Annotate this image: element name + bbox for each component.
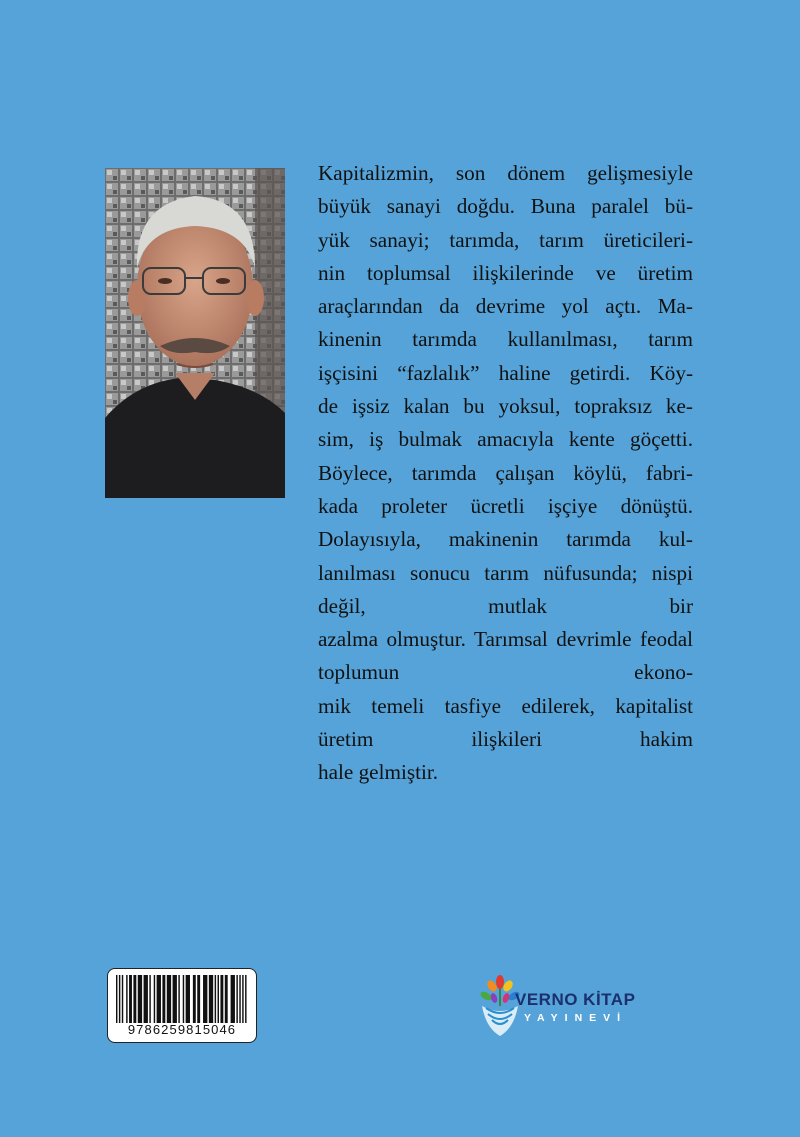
barcode-bar — [203, 975, 207, 1023]
barcode-bar — [154, 975, 155, 1023]
barcode-bar — [231, 975, 235, 1023]
blurb-line: Böylece, tarımda çalışan köylü, fabri- — [318, 460, 693, 485]
isbn-barcode — [107, 968, 257, 1043]
blurb-line: yük sanayi; tarımda, tarım üreticileri- — [318, 227, 693, 252]
blurb-line: lanılması sonucu tarım nüfusunda; nispi değil, mutlak bir — [318, 560, 693, 618]
blurb-line: büyük sanayi doğdu. Buna paralel bü- — [318, 194, 693, 219]
barcode-bar — [173, 975, 177, 1023]
barcode-bar — [209, 975, 213, 1023]
barcode-bar — [133, 975, 136, 1023]
barcode-bar — [242, 975, 243, 1023]
barcode-icon — [116, 975, 248, 1023]
blurb-line: nin toplumsal ilişkilerinde ve üretim — [318, 260, 693, 285]
blurb-line: kada proleter ücretli işçiye dönüştü. — [318, 493, 693, 518]
barcode-bar — [197, 975, 200, 1023]
blurb-line: Kapitalizmin, son dönem gelişmesiyle — [318, 161, 693, 185]
barcode-bar — [138, 975, 142, 1023]
isbn-number: 9786259815046 — [127, 1022, 237, 1037]
blurb-line: hale gelmiştir. — [318, 760, 439, 785]
publisher-logo — [470, 970, 650, 1040]
barcode-bar — [167, 975, 171, 1023]
barcode-bar — [236, 975, 237, 1023]
blurb-line: kinenin tarımda kullanılması, tarım — [318, 327, 693, 352]
barcode-bar — [225, 975, 228, 1023]
barcode-bar — [116, 975, 117, 1023]
publisher-subtitle: YAYINEVİ — [524, 1012, 628, 1024]
barcode-bar — [149, 975, 150, 1023]
barcode-bar — [157, 975, 161, 1023]
blurb-line: mik temeli tasfiye edilerek, kapitalist üretim ilişkileri hakim — [318, 693, 693, 752]
barcode-bar — [193, 975, 196, 1023]
barcode-bar — [122, 975, 123, 1023]
blurb-line: işçisini “fazlalık” haline getirdi. Köy- — [318, 360, 693, 385]
author-portrait-icon — [105, 168, 285, 498]
author-photo — [105, 168, 285, 498]
barcode-bar — [186, 975, 190, 1023]
blurb-line: araçlarından da devrime yol açtı. Ma- — [318, 294, 693, 319]
barcode-bar — [126, 975, 127, 1023]
barcode-bar — [178, 975, 179, 1023]
blurb-line: azalma olmuştur. Tarımsal devrimle feodal toplumun ekono- — [318, 627, 693, 685]
barcode-bar — [144, 975, 148, 1023]
barcode-bar — [129, 975, 132, 1023]
barcode-bar — [239, 975, 240, 1023]
barcode-bar — [183, 975, 184, 1023]
blurb-line: sim, iş bulmak amacıyla kente göçetti. — [318, 427, 693, 452]
back-cover-blurb — [318, 157, 693, 790]
barcode-bar — [119, 975, 120, 1023]
blurb-line: de işsiz kalan bu yoksul, topraksız ke- — [318, 394, 693, 419]
barcode-bar — [245, 975, 246, 1023]
blurb-line: Dolayısıyla, makinenin tarımda kul- — [318, 527, 693, 552]
barcode-bar — [215, 975, 216, 1023]
barcode-bar — [220, 975, 223, 1023]
barcode-bar — [162, 975, 165, 1023]
barcode-bar — [218, 975, 219, 1023]
publisher-name: VERNO KİTAP — [515, 990, 636, 1009]
